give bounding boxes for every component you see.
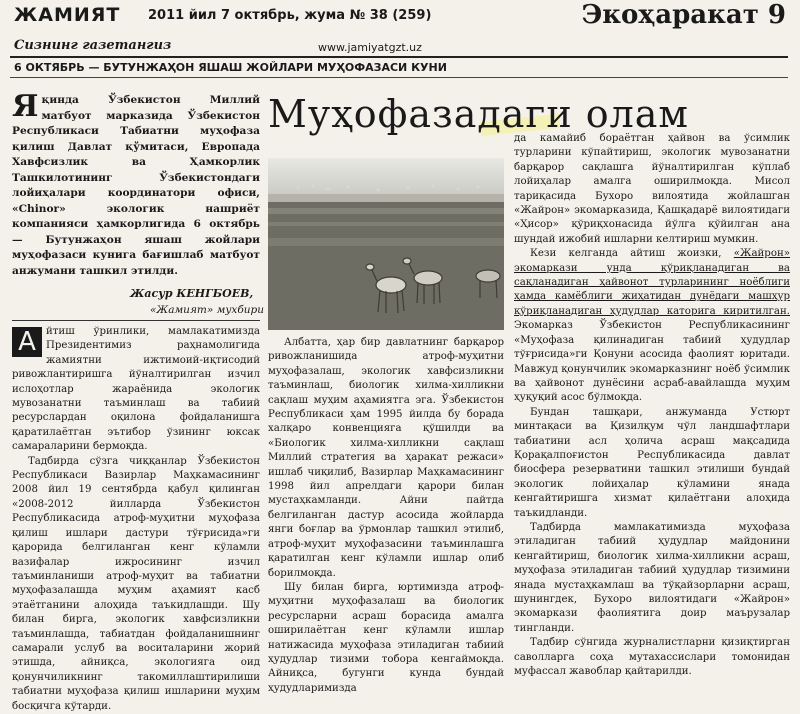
author-name: Жасур КЕНГБОЕВ, (130, 287, 254, 300)
tagline: Сизнинг газетангиз (14, 38, 172, 53)
paragraph: Шу билан бирга, юртимизда атроф-муҳитни муҳофазалаш ва биологик ресурсларни асраш борасида амалга оширилаётган кенг кўламли ишлар натижасида муҳофаза этиладиган табиий ҳудудлар тизими тобора кенгаймоқда. Айниқса, бугунги кунда бундай ҳудудларимизда (268, 581, 504, 694)
left-drop-cap: А (12, 327, 42, 357)
paragraph: йтиш ўринлики, мамлакатимизда Президентимиз раҳнамолигида жамиятни ижтимоий-иқтисодий ривожлантиришга йўналтирилган изчил ислоҳотлар жараёнида экологик мувозанатни таъминлаш ва табиий ресурслардан оқилона фойдаланишга қаратилаётган эътибор ўзининг юксак самараларини бермоқда. (12, 326, 260, 453)
gazelles-photo (268, 158, 504, 330)
paragraph: Албатта, ҳар бир давлатнинг барқарор ривожланишида атроф-муҳитни муҳофазалаш, экологик хавфсизликни таъминлаш, биологик хилма-хилликни сақлаш муҳим аҳамиятга эга. Ўзбекистон Республикаси ҳам 1995 йилда бу борада халқаро конвенцияга қўшилди ва «Биологик хилма-хилликни сақлаш Миллий стратегия ва ҳаракат режаси» ишлаб чиқилиб, Вазирлар Маҳкамасининг 1998 йил апрелдаги қарори билан мустаҳкамланди. Айни пайтда белгиланган дастур асосида жойларда янги боғлар ва ўрмонлар ташкил этилиб, атроф-муҳит муҳофазасини таъминлашга қаратилган кенг кўламли ишлар олиб борилмоқда. (268, 337, 504, 579)
article-column-right (514, 132, 790, 678)
text-span: Экомарказ Ўзбекистон Республикасининг «Муҳофаза қилинадиган табиий ҳудудлар тўғрисида»ги Қонуни асосида фаолият юритади. Мавжуд қонунчилик экомарказнинг ноёб ўсимлик ва ҳайвонот дунёсини асраб-авайлашда муҳим ҳуқуқий асос бўлмоқда. (514, 320, 790, 404)
masthead: ЖАМИЯТ (14, 4, 121, 26)
text-span: Кези келганда айтиш жоизки, (530, 248, 734, 260)
issue-line: 2011 йил 7 октябрь, жума № 38 (259) (148, 8, 432, 23)
article-lead (12, 89, 260, 315)
article-column-left (12, 325, 260, 712)
paragraph: Тадбирда мамлакатимизда муҳофаза этиладиган табиий ҳудудлар майдонини кенгайтириш, биологик хилма-хилликни асраш, муҳофаза этиладиган табиий ҳудудлар тизимини янада мустаҳкамлаш ва тўқайзорларни асраш, шунингдек, Бухоро вилоятидаги «Жайрон» экомаркази фаолиятига доир маърузалар тингланди. (514, 521, 790, 634)
paragraph: Бундан ташқари, анжуманда Устюрт минтақаси ва Қизилқум чўл ландшафтлари табиатини асл ҳолича асраш мақсадида Қорақалпоғистон Республикасида давлат биосфера резерватини ташкил этилиши бундай экологик лойиҳалар кўламини янада кенгайтиришга хизмат қилаётгани алоҳида таъкидланди. (514, 406, 790, 519)
paragraph: Тадбирда сўзга чиққанлар Ўзбекистон Республикаси Вазирлар Маҳкамасининг 2008 йил 19 сентябрда қабул қилинган «2008-2012 йилларда Ўзбекистон Республикасида атроф-муҳитни муҳофаза қилиш ишлари дастури тўғрисида»ги қарорида белгиланган кенг кўламли вазифалар ижросининг изчил таъминланиши атроф-муҳит ва табиатни муҳофазалашда муҳим аҳамият касб этаётганини алоҳида таъкидлашди. Шу билан бирга, экологик хавфсизликни таъминлашда, табиатдан фойдаланишнинг самарали услуб ва воситаларини жорий этишда, айниқса, экологияга оид қонунчиликнинг такомиллаштирилиши табиатни муҳофаза қилиш ишларини муҳим босқичга кўтарди. (12, 455, 260, 712)
newspaper-header (0, 0, 800, 74)
underlined-text: «Жайрон» экомаркази унда қўриқланадиган ва сақланадиган ҳайвонот турларининг ноёблиги ҳамда камёблиги жиҳатидан дунёдаги машҳур қўриқланадиган ҳудудлар каторига киритилган. (514, 248, 790, 317)
lead-text: қинда Ўзбекистон Миллий матбуот марказида Ўзбекистон Республикаси Табиатни муҳофаза қилиш Давлат қўмитаси, Европада Хавфсизлик ва Ҳамкорлик Ташкилотининг Ўзбекистондаги лойиҳалари координатори офиси, «Chinor» экологик нашриёт компанияси ҳамкорлигида 6 октябрь — Бутунжаҳон яшаш жойлари муҳофазаси кунига бағишлаб матбуот анжумани ташкил этилди. (12, 94, 260, 277)
paragraph: Тадбир сўнгида журналистларни қизиқтирган саволларга соҳа мутахассислари томонидан муфассал жавоблар қайтарилди. (514, 637, 790, 678)
website-link[interactable]: www.jamiyatgzt.uz (318, 41, 422, 54)
article-photo (268, 158, 504, 330)
article-headline: Муҳофазадаги олам (268, 92, 689, 136)
dayline-divider (10, 77, 788, 78)
author-affiliation: «Жамият» мухбири (150, 304, 264, 316)
lead-divider (12, 320, 260, 321)
header-divider (10, 56, 788, 58)
article-column-middle (268, 336, 504, 694)
dayline: 6 ОКТЯБРЬ — БУТУНЖАҲОН ЯШАШ ЖОЙЛАРИ МУҲОФАЗАСИ КУНИ (14, 61, 447, 74)
lead-drop-cap: Я (12, 89, 39, 124)
paragraph (514, 247, 790, 405)
paragraph: да камайиб бораётган ҳайвон ва ўсимлик турларини кўпайтириш, экологик мувозанатни барқарор сақлашга йўналтирилган кўплаб лойиҳалар амалга оширилмоқда. Мисол тариқасида Бухоро вилоятида жойлашган «Жайрон» экомарказида, Қашқадарё вилоятидаги «Ҳисор» қўриқхонасида йўлга қўйилган ана шундай ижобий ишларни келтириш мумкин. (514, 133, 790, 245)
section-title: Экоҳаракат 9 (581, 0, 786, 30)
